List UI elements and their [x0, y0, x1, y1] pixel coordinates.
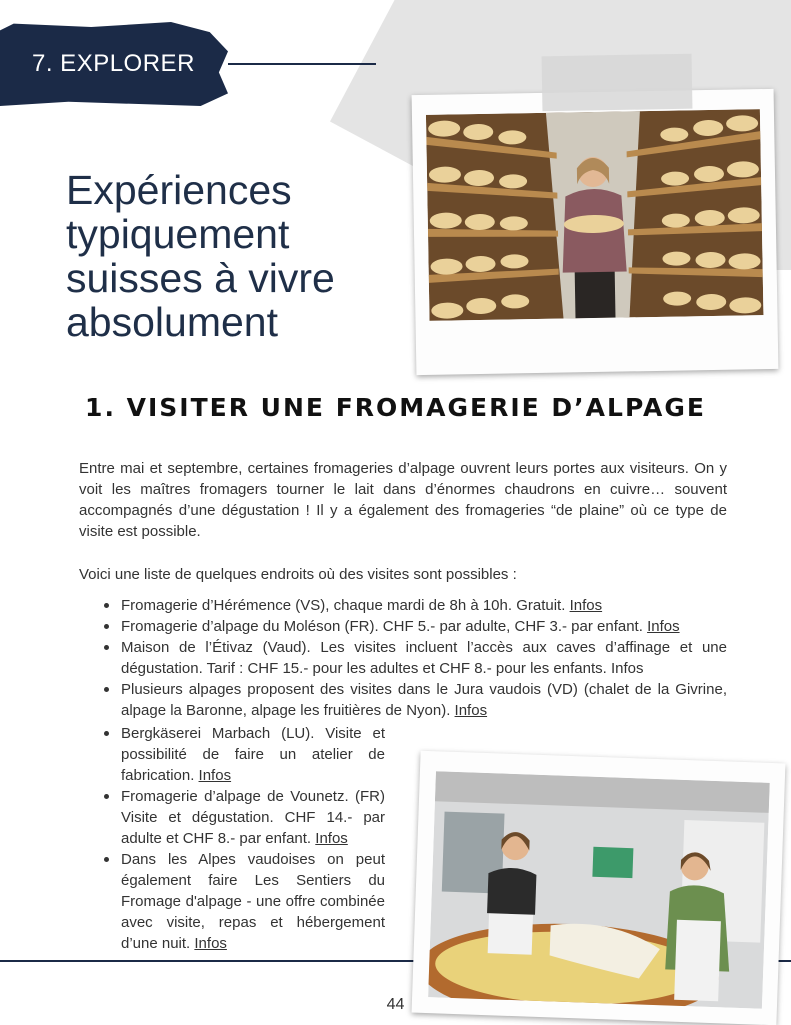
infos-link[interactable]: Infos: [569, 597, 603, 614]
section-heading: 1. VISITER UNE FROMAGERIE D’ALPAGE: [85, 393, 706, 422]
title-line: absolument: [66, 299, 278, 345]
cheese-cellar-polaroid: [412, 89, 779, 375]
page-number: 44: [386, 996, 405, 1013]
list-item: Fromagerie d’alpage de Vounetz. (FR) Visite et dégustation. CHF 14.- par adulte et CHF 8.- par enfant. Infos: [79, 786, 385, 849]
title-line: suisses à vivre: [66, 255, 335, 301]
cheese-making-polaroid: [412, 751, 786, 1025]
visit-list: [79, 595, 727, 721]
infos-link[interactable]: Infos: [315, 830, 348, 847]
infos-link[interactable]: Infos: [454, 702, 488, 719]
tape-strip: [542, 54, 693, 112]
list-item: Bergkäserei Marbach (LU). Visite et possibilité de faire un atelier de fabrication. Infos: [79, 723, 385, 786]
infos-link[interactable]: Infos: [194, 935, 227, 952]
list-item: Fromagerie d’alpage du Moléson (FR). CHF 5.- par adulte, CHF 3.- par enfant. Infos: [79, 616, 727, 637]
header-rule: [228, 63, 376, 65]
title-line: Expériences: [66, 167, 292, 213]
cheese-making-photo: [428, 771, 770, 1009]
infos-link[interactable]: Infos: [198, 767, 232, 784]
list-item: Plusieurs alpages proposent des visites dans le Jura vaudois (VD) (chalet de la Givrine, alpage la Baronne, alpage les fruitières de Nyon). Infos: [79, 679, 727, 721]
visit-list-continued: [79, 723, 385, 954]
section-label: 7. EXPLORER: [32, 50, 195, 77]
list-item: Dans les Alpes vaudoises on peut également faire Les Sentiers du Fromage d'alpage - une offre combinée avec visite, repas et hébergement d’une nuit. Infos: [79, 849, 385, 954]
title-line: typiquement: [66, 211, 290, 257]
list-item: Maison de l’Étivaz (Vaud). Les visites incluent l’accès aux caves d’affinage et une dégustation. Tarif : CHF 15.- pour les adultes et CHF 8.- pour les enfants. Infos: [79, 637, 727, 679]
infos-link[interactable]: Infos: [647, 618, 680, 635]
list-intro: Voici une liste de quelques endroits où des visites sont possibles :: [79, 566, 517, 583]
page-title: [66, 168, 406, 344]
list-item: Fromagerie d’Hérémence (VS), chaque mardi de 8h à 10h. Gratuit. Infos: [79, 595, 727, 616]
cheese-cellar-photo: [426, 109, 764, 321]
intro-paragraph: Entre mai et septembre, certaines fromageries d’alpage ouvrent leurs portes aux visiteurs. On y voit les maîtres fromagers tourner le lait dans d’énormes chaudrons en cuivre… souvent accompagnés d’une dégustation ! Il y a également des fromageries “de plaine” où ce type de visite est possible.: [79, 460, 727, 540]
